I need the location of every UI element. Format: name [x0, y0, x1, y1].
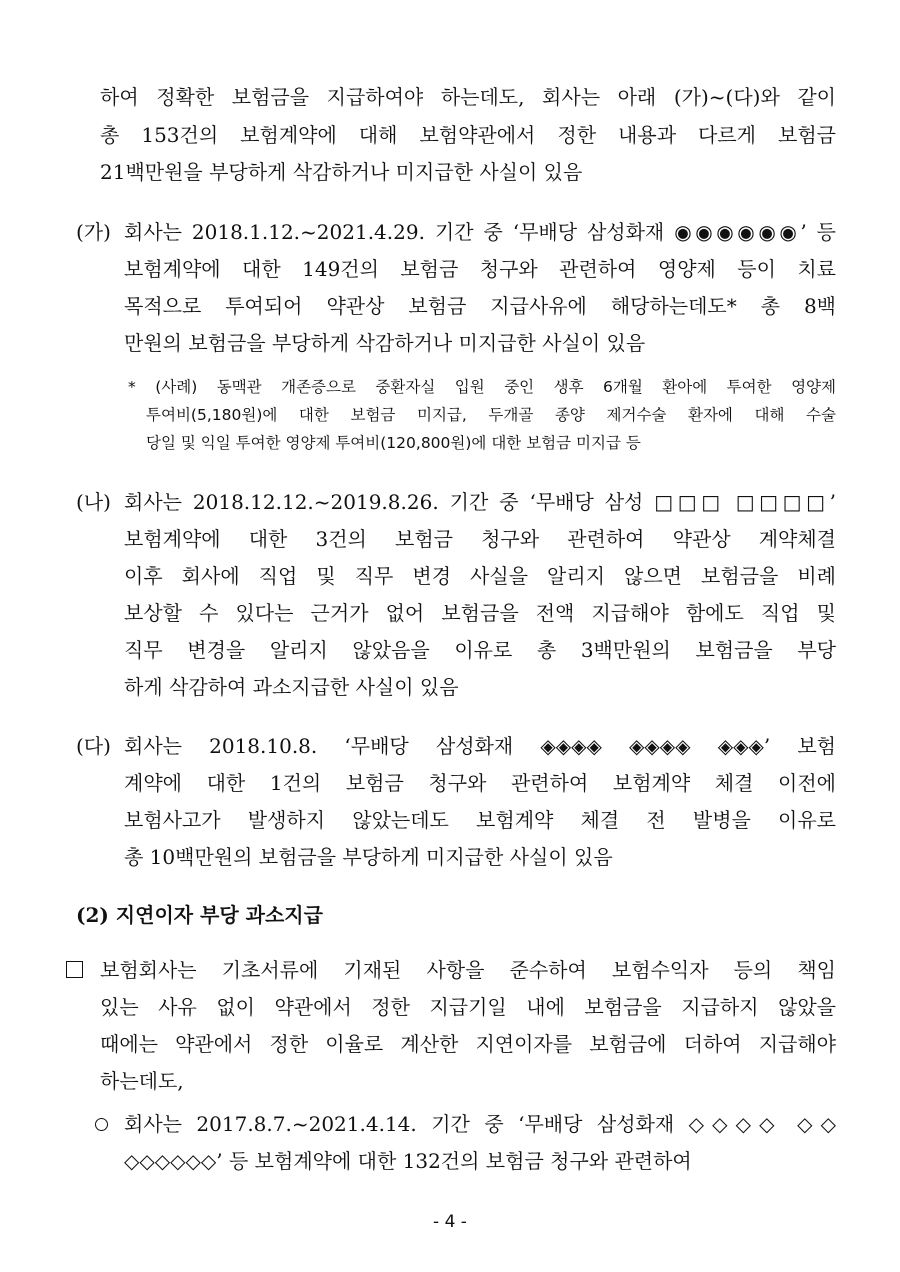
item-na-line-6: 하게 삭감하여 과소지급한 사실이 있음 — [124, 675, 459, 699]
item-ga-line-1: 회사는 2018.1.12.~2021.4.29. 기간 중 ‘무배당 삼성화재 ◉◉◉◉◉◉’ 등 — [124, 220, 836, 244]
intro-line-2: 총 153건의 보험계약에 대해 보험약관에서 정한 내용과 다르게 보험금 — [100, 123, 836, 147]
box-para-line-4: 하는데도, — [100, 1069, 184, 1093]
footnote-line-3: 당일 및 익일 투여한 영양제 투여비(120,800원)에 대한 보험금 미지급 등 — [146, 434, 641, 452]
checkbox-square-icon — [66, 961, 83, 978]
footnote-line-2: 투여비(5,180원)에 대한 보험금 미지급, 두개골 종양 제거수술 환자에 대해 수술 — [146, 406, 836, 424]
item-na-line-3: 이후 회사에 직업 및 직무 변경 사실을 알리지 않으면 보험금을 비례 — [124, 564, 836, 588]
item-na-line-1: 회사는 2018.12.12.~2019.8.26. 기간 중 ‘무배당 삼성 □□□ □□□□’ — [124, 490, 836, 514]
box-para-line-3: 때에는 약관에서 정한 이율로 계산한 지연이자를 보험금에 더하여 지급해야 — [100, 1032, 836, 1056]
intro-line-3: 21백만원을 부당하게 삭감하거나 미지급한 사실이 있음 — [100, 160, 583, 184]
circle-bullet-icon — [95, 1118, 108, 1131]
item-na-line-2: 보험계약에 대한 3건의 보험금 청구와 관련하여 약관상 계약체결 — [124, 527, 836, 551]
box-para-line-2: 있는 사유 없이 약관에서 정한 지급기일 내에 보험금을 지급하지 않았을 — [100, 995, 836, 1019]
page-number: - 4 - — [433, 1212, 467, 1232]
item-da-line-3: 보험사고가 발생하지 않았는데도 보험계약 체결 전 발병을 이유로 — [124, 808, 836, 832]
item-ga-line-4: 만원의 보험금을 부당하게 삭감하거나 미지급한 사실이 있음 — [124, 331, 646, 355]
circle-para-line-2: ◇◇◇◇◇◇’ 등 보험계약에 대한 132건의 보험금 청구와 관련하여 — [124, 1149, 692, 1173]
footnote-line-1: * (사례) 동맥관 개존증으로 중환자실 입원 중인 생후 6개월 환아에 투여한 영양제 — [128, 378, 836, 396]
item-ga-line-3: 목적으로 투여되어 약관상 보험금 지급사유에 해당하는데도* 총 8백 — [124, 294, 836, 318]
item-na-marker: (나) — [76, 490, 111, 514]
box-para-line-1: 보험회사는 기초서류에 기재된 사항을 준수하여 보험수익자 등의 책임 — [100, 958, 837, 982]
item-da-line-1: 회사는 2018.10.8. ‘무배당 삼성화재 ◈◈◈◈ ◈◈◈◈ ◈◈◈’ 보험 — [124, 734, 836, 758]
item-na-line-4: 보상할 수 있다는 근거가 없어 보험금을 전액 지급해야 함에도 직업 및 — [124, 601, 836, 625]
intro-line-1: 하여 정확한 보험금을 지급하여야 하는데도, 회사는 아래 (가)~(다)와 같이 — [100, 85, 836, 109]
item-da-marker: (다) — [76, 734, 111, 758]
item-da-line-4: 총 10백만원의 보험금을 부당하게 미지급한 사실이 있음 — [124, 845, 613, 869]
section-heading: (2) 지연이자 부당 과소지급 — [76, 903, 323, 927]
item-ga-line-2: 보험계약에 대한 149건의 보험금 청구와 관련하여 영양제 등이 치료 — [124, 257, 836, 281]
item-da-line-2: 계약에 대한 1건의 보험금 청구와 관련하여 보험계약 체결 이전에 — [124, 771, 836, 795]
item-na-line-5: 직무 변경을 알리지 않았음을 이유로 총 3백만원의 보험금을 부당 — [124, 638, 836, 662]
circle-para-line-1: 회사는 2017.8.7.~2021.4.14. 기간 중 ‘무배당 삼성화재 ◇◇◇◇ ◇◇ — [124, 1112, 836, 1136]
item-ga-marker: (가) — [76, 220, 111, 244]
